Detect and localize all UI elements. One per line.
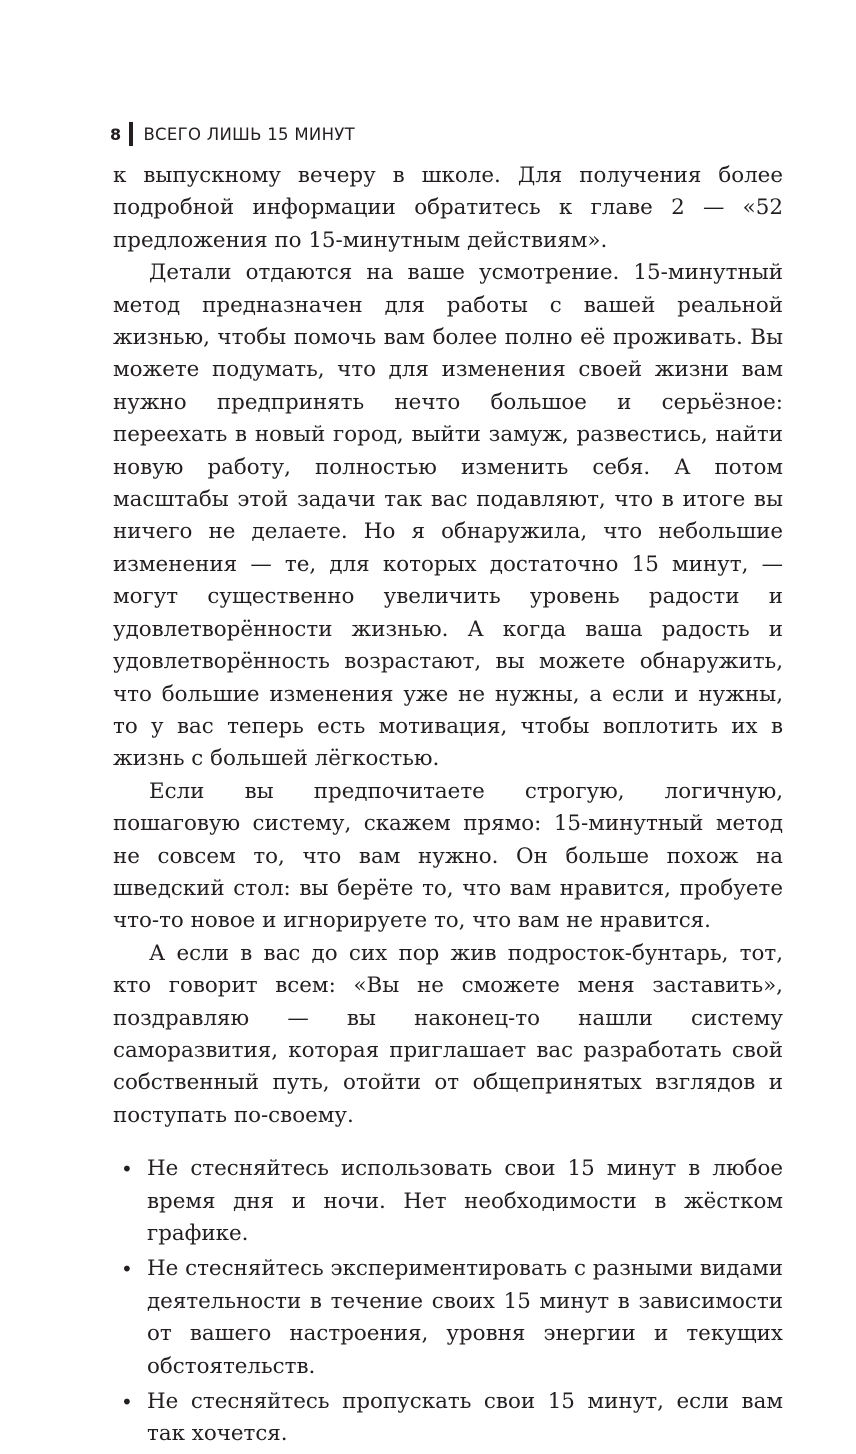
list-item bbox=[113, 1386, 783, 1451]
bullet-icon: • bbox=[121, 1257, 133, 1282]
header-divider bbox=[129, 122, 133, 146]
paragraph-continuation: к выпускному вечеру в школе. Для получения более подробной информации обратитесь к главе 2 — «52 предложения по 15-минутным действиям». bbox=[113, 163, 783, 253]
bullet-icon: • bbox=[121, 1390, 133, 1415]
paragraph: Если вы предпочитаете строгую, логичную, пошаговую систему, скажем прямо: 15-минутный метод не совсем то, что вам нужно. Он больше похож на шведский стол: вы берёте то, что вам нравится, пробуете что-то новое и игнорируете то, что вам не нравится. bbox=[113, 778, 783, 934]
list-item-text: Не стесняйтесь пропускать свои 15 минут, если вам так хочется. bbox=[147, 1389, 783, 1447]
bullet-icon: • bbox=[121, 1157, 133, 1182]
list-item bbox=[113, 1153, 783, 1250]
list-item-text: Не стесняйтесь использовать свои 15 минут в любое время дня и ночи. Нет необходимости в жёстком графике. bbox=[147, 1156, 783, 1246]
list-item bbox=[113, 1253, 783, 1383]
running-header bbox=[110, 121, 355, 147]
list-item-text: Не стесняйтесь экспериментировать с разными видами деятельности в течение своих 15 минут в зависимости от вашего настроения, уровня энергии и текущих обстоятельств. bbox=[147, 1256, 783, 1379]
body-text bbox=[113, 160, 783, 1454]
paragraph: Детали отдаются на ваше усмотрение. 15-минутный метод предназначен для работы с вашей реальной жизнью, чтобы помочь вам более полно её проживать. Вы можете подумать, что для изменения своей жизни вам нужно предпринять нечто большое и серьёзное: переехать в новый город, выйти замуж, развестись, найти новую работу, полностью изменить себя. А потом масштабы этой задачи так вас подавляют, что в итоге вы ничего не делаете. Но я обнаружила, что небольшие изменения — те, для которых достаточно 15 минут, — могут существенно увеличить уровень радости и удовлетворённости жизнью. А когда ваша радость и удовлетворённость возрастают, вы можете обнаружить, что большие изменения уже не нужны, а если и нужны, то у вас теперь есть мотивация, чтобы воплотить их в жизнь с большей лёгкостью. bbox=[113, 260, 783, 772]
page-number: 8 bbox=[110, 124, 122, 144]
paragraph: А если в вас до сих пор жив подросток-бунтарь, тот, кто говорит всем: «Вы не сможете меня заставить», поздравляю — вы наконец-то нашли систему саморазвития, которая приглашает вас разработать свой собственный путь, отойти от общепринятых взглядов и поступать по-своему. bbox=[113, 940, 783, 1128]
bullet-list bbox=[113, 1153, 783, 1451]
running-title: ВСЕГО ЛИШЬ 15 МИНУТ bbox=[143, 124, 356, 144]
